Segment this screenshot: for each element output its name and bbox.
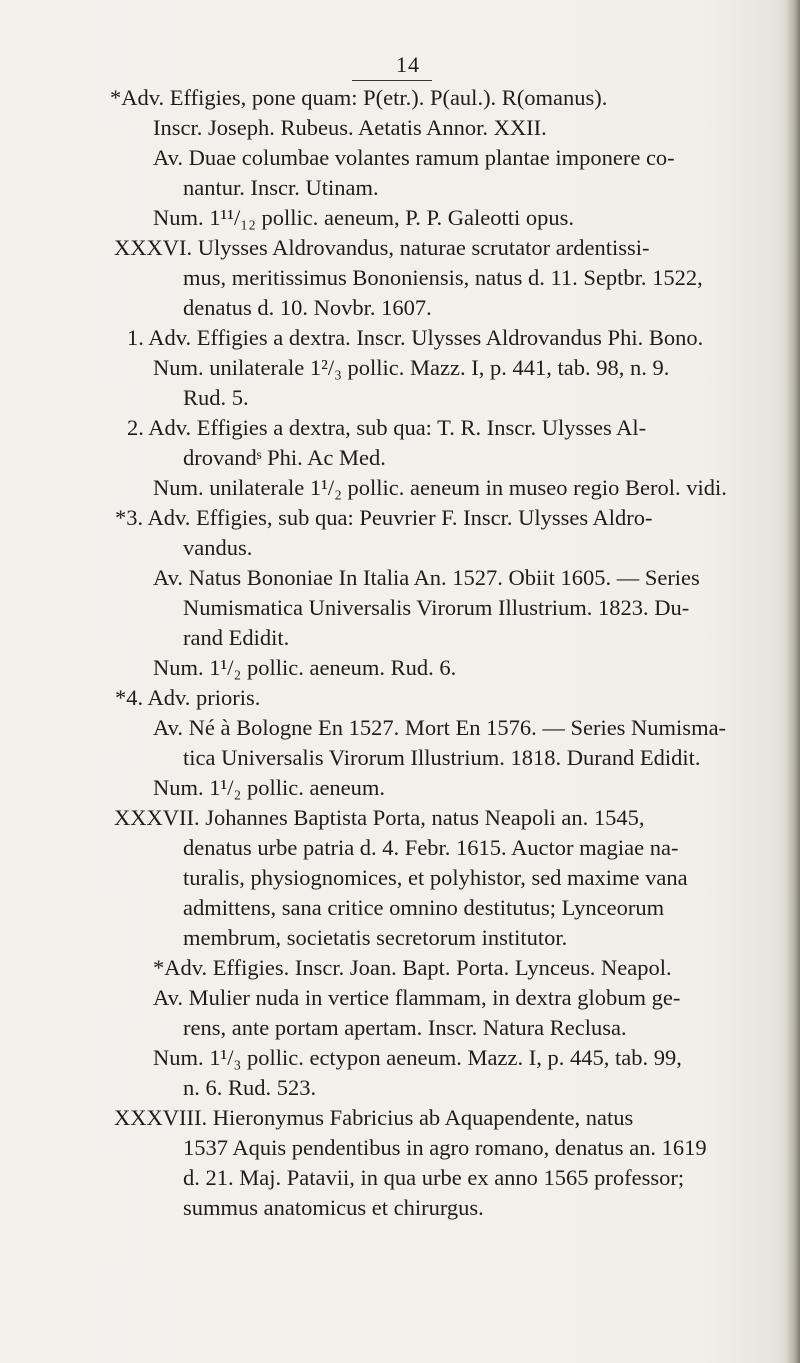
text-line: denatus urbe patria d. 4. Febr. 1615. Auctor magiae na- [183, 835, 679, 860]
text-line: *Adv. Effigies, pone quam: P(etr.). P(aul.). R(omanus). [110, 85, 608, 110]
text-line: admittens, sana critice omnino destitutus; Lynceorum [183, 895, 665, 920]
text-line: tica Universalis Virorum Illustrium. 1818. Durand Edidit. [183, 745, 701, 770]
text-line: Av. Mulier nuda in vertice flammam, in dextra globum ge- [153, 985, 681, 1010]
entry-heading: XXXVI. Ulysses Aldrovandus, naturae scrutator ardentissi- [114, 235, 650, 260]
text-line: denatus d. 10. Novbr. 1607. [183, 295, 432, 320]
text-line: n. 6. Rud. 523. [183, 1075, 317, 1100]
page-number: 14 [396, 52, 420, 77]
text-line: mus, meritissimus Bononiensis, natus d. 11. Septbr. 1522, [183, 265, 703, 290]
text-line: membrum, societatis secretorum institutor. [183, 925, 568, 950]
text-line: Av. Duae columbae volantes ramum plantae imponere co- [153, 145, 675, 170]
text-line: Num. 1¹¹/₁₂ pollic. aeneum, P. P. Galeotti opus. [153, 205, 575, 230]
text-line: Num. unilaterale 1¹/₂ pollic. aeneum in museo regio Berol. vidi. [153, 475, 727, 500]
text-line: Num. 1¹/₂ pollic. aeneum. Rud. 6. [153, 655, 457, 680]
text-line: Inscr. Joseph. Rubeus. Aetatis Annor. XXII. [153, 115, 547, 140]
entry-heading: XXXVIII. Hieronymus Fabricius ab Aquapendente, natus [114, 1105, 634, 1130]
text-line: 1. Adv. Effigies a dextra. Inscr. Ulysses Aldrovandus Phi. Bono. [127, 325, 704, 350]
page-edge-shadow [786, 0, 800, 1363]
text-line: rand Edidit. [183, 625, 290, 650]
text-line: *3. Adv. Effigies, sub qua: Peuvrier F. Inscr. Ulysses Aldro- [115, 505, 653, 530]
text-line: Rud. 5. [183, 385, 249, 410]
text-line: rens, ante portam apertam. Inscr. Natura Reclusa. [183, 1015, 627, 1040]
text-line: *Adv. Effigies. Inscr. Joan. Bapt. Porta. Lynceus. Neapol. [153, 955, 672, 980]
text-line: drovandˢ Phi. Ac Med. [183, 445, 386, 470]
text-line: *4. Adv. prioris. [115, 685, 261, 710]
text-line: nantur. Inscr. Utinam. [183, 175, 379, 200]
text-line: 2. Adv. Effigies a dextra, sub qua: T. R. Inscr. Ulysses Al- [127, 415, 647, 440]
text-line: turalis, physiognomices, et polyhistor, sed maxime vana [183, 865, 688, 890]
text-line: Num. unilaterale 1²/₃ pollic. Mazz. I, p. 441, tab. 98, n. 9. [153, 355, 670, 380]
text-line: vandus. [183, 535, 253, 560]
text-line: Num. 1¹/₃ pollic. ectypon aeneum. Mazz. I, p. 445, tab. 99, [153, 1045, 682, 1070]
text-line: Av. Natus Bononiae In Italia An. 1527. Obiit 1605. — Series [153, 565, 700, 590]
header-rule [352, 80, 432, 81]
text-line: Numismatica Universalis Virorum Illustrium. 1823. Du- [183, 595, 690, 620]
text-line: summus anatomicus et chirurgus. [183, 1195, 484, 1220]
text-line: 1537 Aquis pendentibus in agro romano, denatus an. 1619 [183, 1135, 707, 1160]
text-line: Av. Né à Bologne En 1527. Mort En 1576. — Series Numisma- [153, 715, 727, 740]
entry-heading: XXXVII. Johannes Baptista Porta, natus Neapoli an. 1545, [114, 805, 645, 830]
text-line: d. 21. Maj. Patavii, in qua urbe ex anno 1565 professor; [183, 1165, 685, 1190]
text-line: Num. 1¹/₂ pollic. aeneum. [153, 775, 386, 800]
